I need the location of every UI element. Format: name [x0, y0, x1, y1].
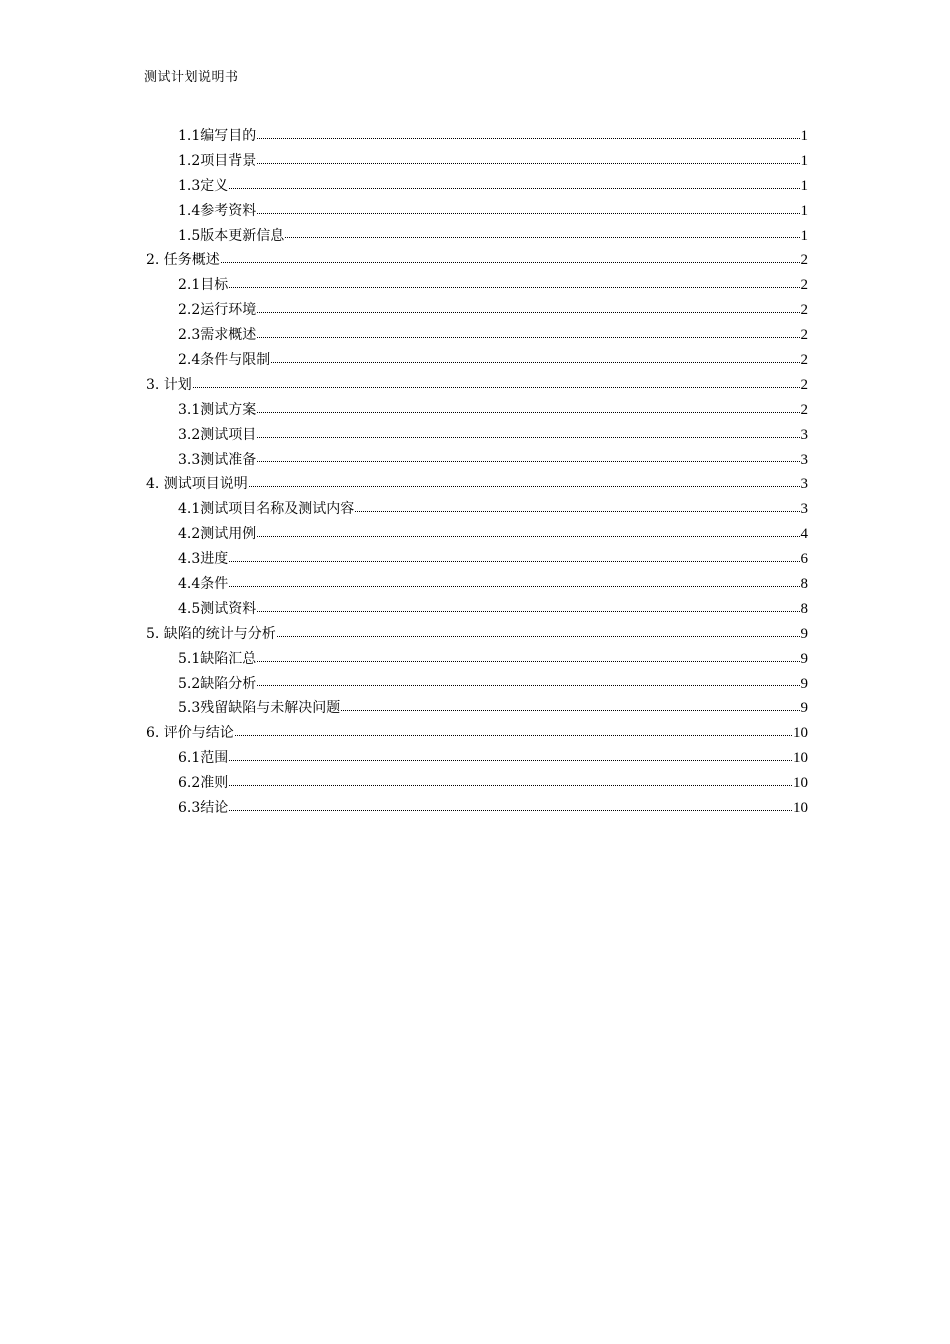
toc-entry-page-number: 9: [800, 675, 808, 692]
toc-entry-page-number: 9: [800, 700, 808, 717]
table-of-contents: [146, 124, 808, 821]
toc-entry[interactable]: [146, 348, 808, 373]
toc-dot-leader: [271, 362, 799, 363]
toc-entry[interactable]: [146, 597, 808, 622]
toc-dot-leader: [257, 461, 799, 462]
toc-entry-title: 2.2运行环境: [178, 302, 257, 319]
toc-entry[interactable]: [146, 771, 808, 796]
toc-entry-title: 2.1目标: [178, 277, 229, 294]
toc-entry-title: 5.3残留缺陷与未解决问题: [178, 700, 341, 717]
toc-entry[interactable]: [146, 323, 808, 348]
toc-dot-leader: [229, 810, 792, 811]
toc-entry-page-number: 9: [800, 625, 808, 642]
toc-entry[interactable]: [146, 721, 808, 746]
toc-dot-leader: [257, 337, 799, 338]
toc-entry-page-number: 4: [800, 526, 808, 543]
toc-entry[interactable]: [146, 448, 808, 473]
toc-dot-leader: [229, 287, 799, 288]
toc-dot-leader: [229, 561, 799, 562]
toc-dot-leader: [229, 586, 799, 587]
toc-dot-leader: [257, 163, 799, 164]
toc-entry-title: 6.1范围: [178, 750, 229, 767]
toc-entry-title: 4.4条件: [178, 576, 229, 593]
toc-dot-leader: [257, 611, 799, 612]
toc-dot-leader: [257, 412, 799, 413]
toc-entry[interactable]: [146, 199, 808, 224]
toc-dot-leader: [257, 685, 799, 686]
toc-dot-leader: [257, 437, 799, 438]
toc-entry-page-number: 10: [793, 800, 808, 817]
toc-entry-page-number: 9: [800, 650, 808, 667]
toc-entry-title: 5.1缺陷汇总: [178, 650, 257, 667]
toc-entry-title: 3.3测试准备: [178, 451, 257, 468]
toc-entry-title: 4.5测试资料: [178, 600, 257, 617]
toc-dot-leader: [229, 785, 792, 786]
toc-entry-page-number: 2: [800, 401, 808, 418]
toc-entry[interactable]: [146, 522, 808, 547]
toc-entry-page-number: 10: [793, 750, 808, 767]
toc-dot-leader: [193, 387, 800, 388]
toc-entry[interactable]: [146, 174, 808, 199]
toc-entry[interactable]: [146, 672, 808, 697]
page-header-title: 测试计划说明书: [144, 70, 239, 85]
toc-dot-leader: [257, 213, 799, 214]
toc-entry-page-number: 10: [793, 725, 808, 742]
toc-entry-page-number: 1: [800, 227, 808, 244]
toc-entry-page-number: 2: [800, 277, 808, 294]
toc-entry-title: 2.4条件与限制: [178, 352, 271, 369]
toc-entry-title: 2.3需求概述: [178, 327, 257, 344]
toc-entry-title: 5.2缺陷分析: [178, 675, 257, 692]
toc-entry[interactable]: [146, 373, 808, 398]
toc-entry-page-number: 3: [800, 451, 808, 468]
toc-entry[interactable]: [146, 696, 808, 721]
toc-entry[interactable]: [146, 149, 808, 174]
toc-entry[interactable]: [146, 746, 808, 771]
toc-entry-title: 2. 任务概述: [146, 252, 220, 269]
toc-entry-page-number: 1: [800, 202, 808, 219]
toc-entry[interactable]: [146, 273, 808, 298]
toc-entry-page-number: 10: [793, 775, 808, 792]
toc-entry-page-number: 2: [800, 376, 808, 393]
toc-entry-title: 1.2项目背景: [178, 152, 257, 169]
toc-entry-page-number: 2: [800, 252, 808, 269]
toc-entry[interactable]: [146, 248, 808, 273]
toc-dot-leader: [229, 760, 792, 761]
toc-entry-title: 5. 缺陷的统计与分析: [146, 625, 276, 642]
toc-entry-title: 3. 计划: [146, 376, 192, 393]
toc-dot-leader: [221, 262, 800, 263]
toc-entry-page-number: 2: [800, 302, 808, 319]
toc-entry[interactable]: [146, 124, 808, 149]
toc-dot-leader: [257, 536, 799, 537]
toc-entry-title: 6.3结论: [178, 800, 229, 817]
toc-entry[interactable]: [146, 796, 808, 821]
toc-dot-leader: [355, 511, 799, 512]
toc-entry-page-number: 8: [800, 600, 808, 617]
toc-entry-page-number: 1: [800, 152, 808, 169]
toc-entry[interactable]: [146, 622, 808, 647]
toc-dot-leader: [235, 735, 792, 736]
toc-entry[interactable]: [146, 572, 808, 597]
toc-dot-leader: [257, 312, 799, 313]
toc-entry-page-number: 6: [800, 551, 808, 568]
toc-entry[interactable]: [146, 497, 808, 522]
toc-entry-page-number: 3: [800, 501, 808, 518]
toc-entry-title: 4.2测试用例: [178, 526, 257, 543]
toc-entry-title: 1.1编写目的: [178, 128, 257, 144]
toc-entry-title: 3.2测试项目: [178, 426, 257, 443]
toc-entry-title: 1.4参考资料: [178, 202, 257, 219]
toc-entry[interactable]: [146, 224, 808, 249]
toc-entry-title: 6.2准则: [178, 775, 229, 792]
toc-entry[interactable]: [146, 472, 808, 497]
toc-dot-leader: [341, 710, 799, 711]
toc-entry-page-number: 2: [800, 352, 808, 369]
toc-entry-title: 4.3进度: [178, 551, 229, 568]
toc-entry[interactable]: [146, 647, 808, 672]
toc-entry-title: 3.1测试方案: [178, 401, 257, 418]
toc-dot-leader: [277, 636, 800, 637]
toc-entry[interactable]: [146, 547, 808, 572]
toc-dot-leader: [257, 138, 799, 139]
toc-entry-page-number: 8: [800, 576, 808, 593]
toc-entry-title: 4.1测试项目名称及测试内容: [178, 501, 355, 518]
toc-dot-leader: [285, 237, 799, 238]
toc-entry-title: 1.3定义: [178, 177, 229, 194]
toc-dot-leader: [249, 486, 800, 487]
toc-entry-page-number: 3: [800, 426, 808, 443]
toc-entry-page-number: 3: [800, 476, 808, 493]
toc-entry-page-number: 1: [800, 128, 808, 144]
toc-dot-leader: [229, 188, 799, 189]
toc-entry-title: 6. 评价与结论: [146, 725, 234, 742]
toc-entry-page-number: 2: [800, 327, 808, 344]
toc-entry-page-number: 1: [800, 177, 808, 194]
toc-dot-leader: [257, 661, 799, 662]
toc-entry[interactable]: [146, 298, 808, 323]
toc-entry-title: 1.5版本更新信息: [178, 227, 285, 244]
toc-entry[interactable]: [146, 398, 808, 423]
toc-entry-title: 4. 测试项目说明: [146, 476, 248, 493]
toc-entry[interactable]: [146, 423, 808, 448]
